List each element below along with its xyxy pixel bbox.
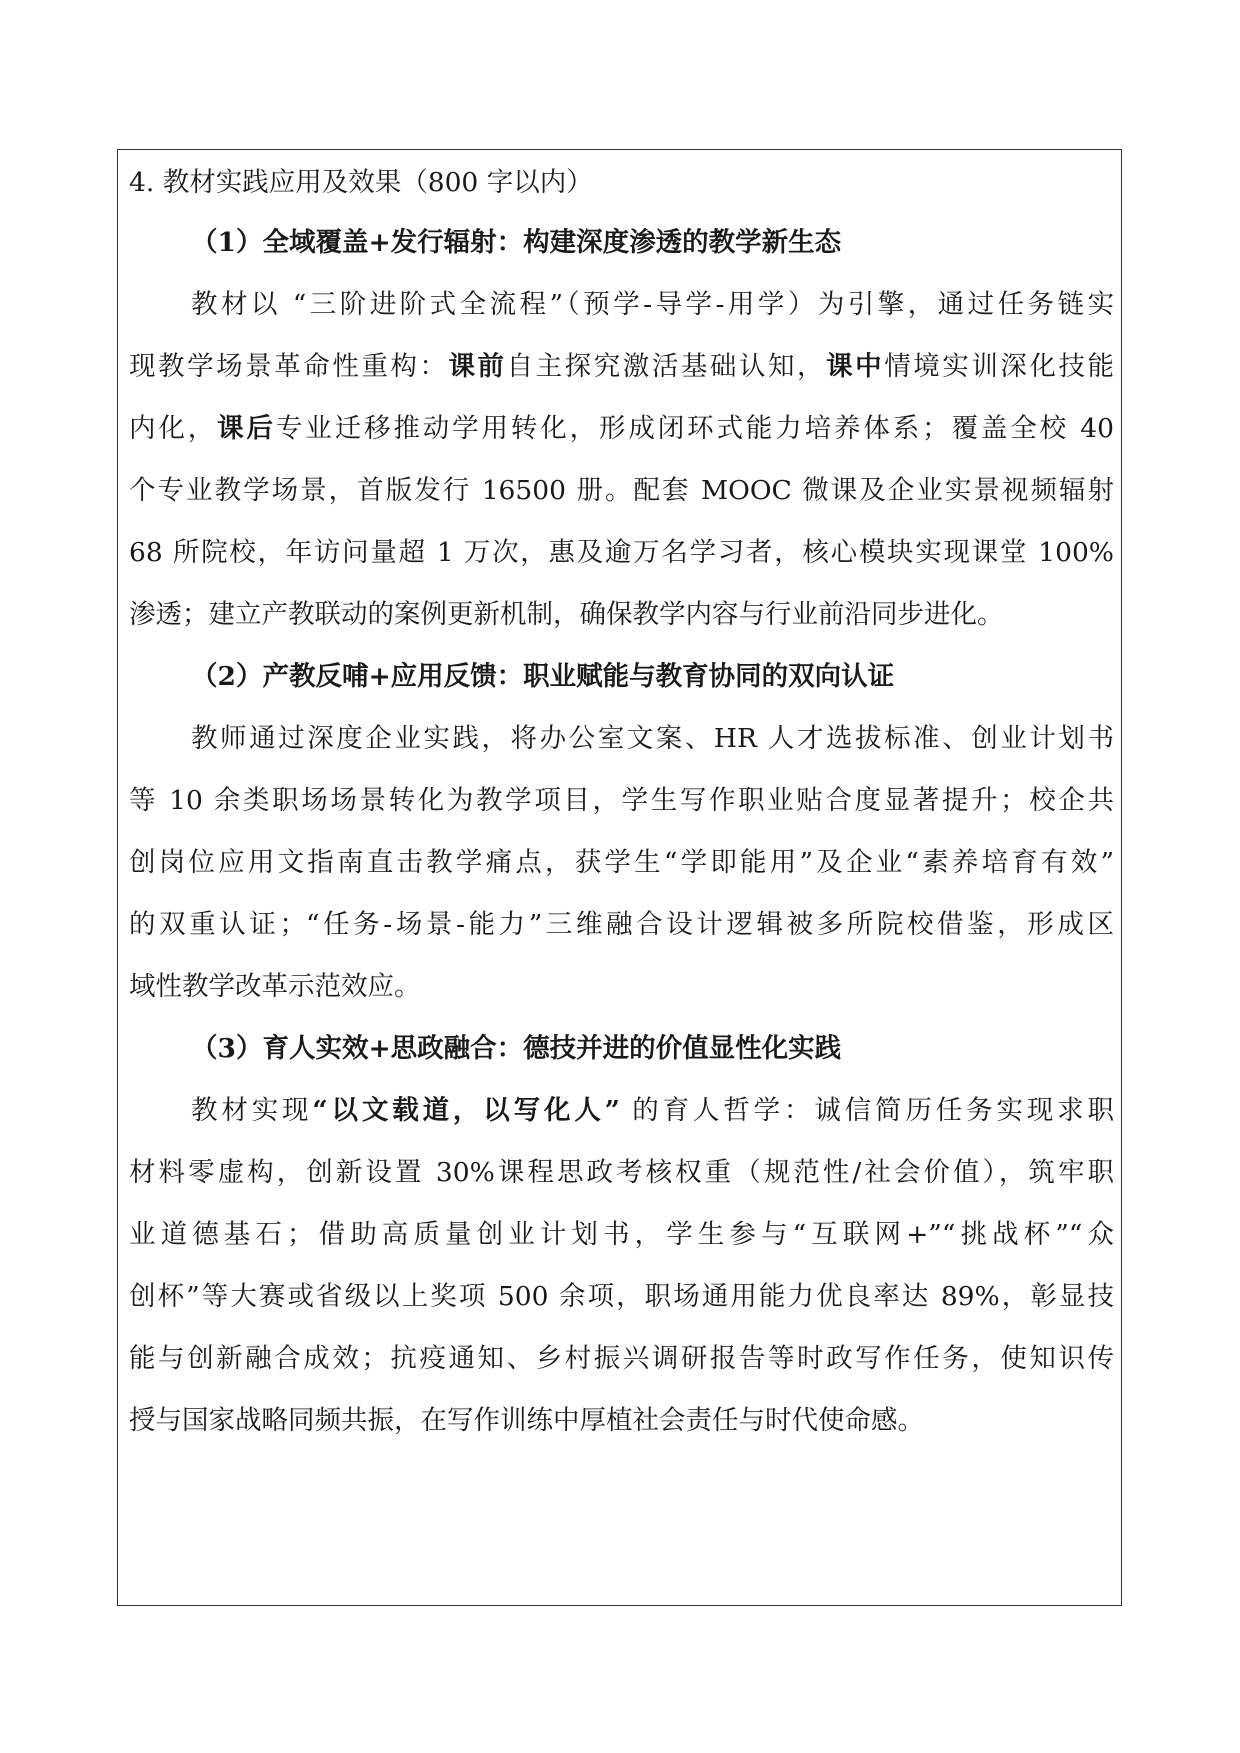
subsection-heading: （2）产教反哺+应用反馈：职业赋能与教育协同的双向认证 <box>191 661 895 692</box>
document-content <box>129 160 1114 1452</box>
text-run: 的双重认证；“任务-场景-能力”三维融合设计逻辑被多所院校借鉴，形成区 <box>129 909 1114 940</box>
text-run: 创岗位应用文指南直击教学痛点，获学生“学即能用”及企业“素养培育有效” <box>129 847 1114 878</box>
paragraph-line <box>129 1266 1114 1328</box>
text-run: 的育人哲学：诚信简历任务实现求职 <box>619 1095 1114 1126</box>
paragraph-line <box>129 584 1114 646</box>
paragraph-line <box>129 770 1114 832</box>
bold-text-run: “以文载道，以写化人” <box>312 1095 620 1126</box>
text-run: 现教学场景革命性重构： <box>129 351 449 382</box>
subsection-heading: （3）育人实效+思政融合：德技并进的价值显性化实践 <box>191 1033 842 1064</box>
paragraph-line <box>129 1328 1114 1390</box>
bold-text-run: 课后 <box>217 413 276 444</box>
paragraph-line <box>129 460 1114 522</box>
paragraph-line <box>129 1390 1114 1452</box>
text-run: 教材以 “三阶进阶式全流程”（预学-导学-用学）为引擎，通过任务链实 <box>191 289 1114 320</box>
paragraph-line <box>129 894 1114 956</box>
paragraph-line <box>129 522 1114 584</box>
text-run: 业道德基石；借助高质量创业计划书，学生参与“互联网+”“挑战杯”“众 <box>129 1219 1114 1250</box>
paragraph-line <box>129 1142 1114 1204</box>
paragraph-line <box>129 832 1114 894</box>
text-run: 内化， <box>129 413 218 444</box>
section-title: 4. 教材实践应用及效果（800 字以内） <box>129 167 593 198</box>
text-run: 个专业教学场景，首版发行 16500 册。配套 MOOC 微课及企业实景视频辐射 <box>129 475 1114 506</box>
text-run: 创杯”等大赛或省级以上奖项 500 余项，职场通用能力优良率达 89%，彰显技 <box>129 1281 1114 1312</box>
text-run: 渗透；建立产教联动的案例更新机制，确保教学内容与行业前沿同步进化。 <box>129 599 1004 630</box>
paragraph-line <box>129 708 1114 770</box>
text-run: 情境实训深化技能 <box>884 351 1114 382</box>
text-run: 教材实现 <box>191 1095 313 1126</box>
text-run: 自主探究激活基础认知， <box>506 351 827 382</box>
text-run: 68 所院校，年访问量超 1 万次，惠及逾万名学习者，核心模块实现课堂 100% <box>129 537 1114 568</box>
bold-text-run: 课中 <box>826 351 885 382</box>
bold-text-run: 课前 <box>448 351 507 382</box>
text-run: 域性教学改革示范效应。 <box>129 971 421 1002</box>
text-run: 教师通过深度企业实践，将办公室文案、HR 人才选拔标准、创业计划书 <box>191 723 1114 754</box>
paragraph-line <box>129 274 1114 336</box>
subsection-heading: （1）全域覆盖+发行辐射：构建深度渗透的教学新生态 <box>191 227 842 258</box>
text-run: 能与创新融合成效；抗疫通知、乡村振兴调研报告等时政写作任务，使知识传 <box>129 1343 1114 1374</box>
text-run: 等 10 余类职场场景转化为教学项目，学生写作职业贴合度显著提升；校企共 <box>129 785 1114 816</box>
paragraph-line <box>129 1204 1114 1266</box>
text-run: 材料零虚构，创新设置 30%课程思政考核权重（规范性/社会价值），筑牢职 <box>129 1157 1114 1188</box>
paragraph-line <box>129 1080 1114 1142</box>
paragraph-line <box>129 956 1114 1018</box>
text-run: 授与国家战略同频共振，在写作训练中厚植社会责任与时代使命感。 <box>129 1405 924 1436</box>
paragraph-line <box>129 336 1114 398</box>
text-run: 专业迁移推动学用转化，形成闭环式能力培养体系；覆盖全校 40 <box>275 413 1114 444</box>
paragraph-line <box>129 398 1114 460</box>
